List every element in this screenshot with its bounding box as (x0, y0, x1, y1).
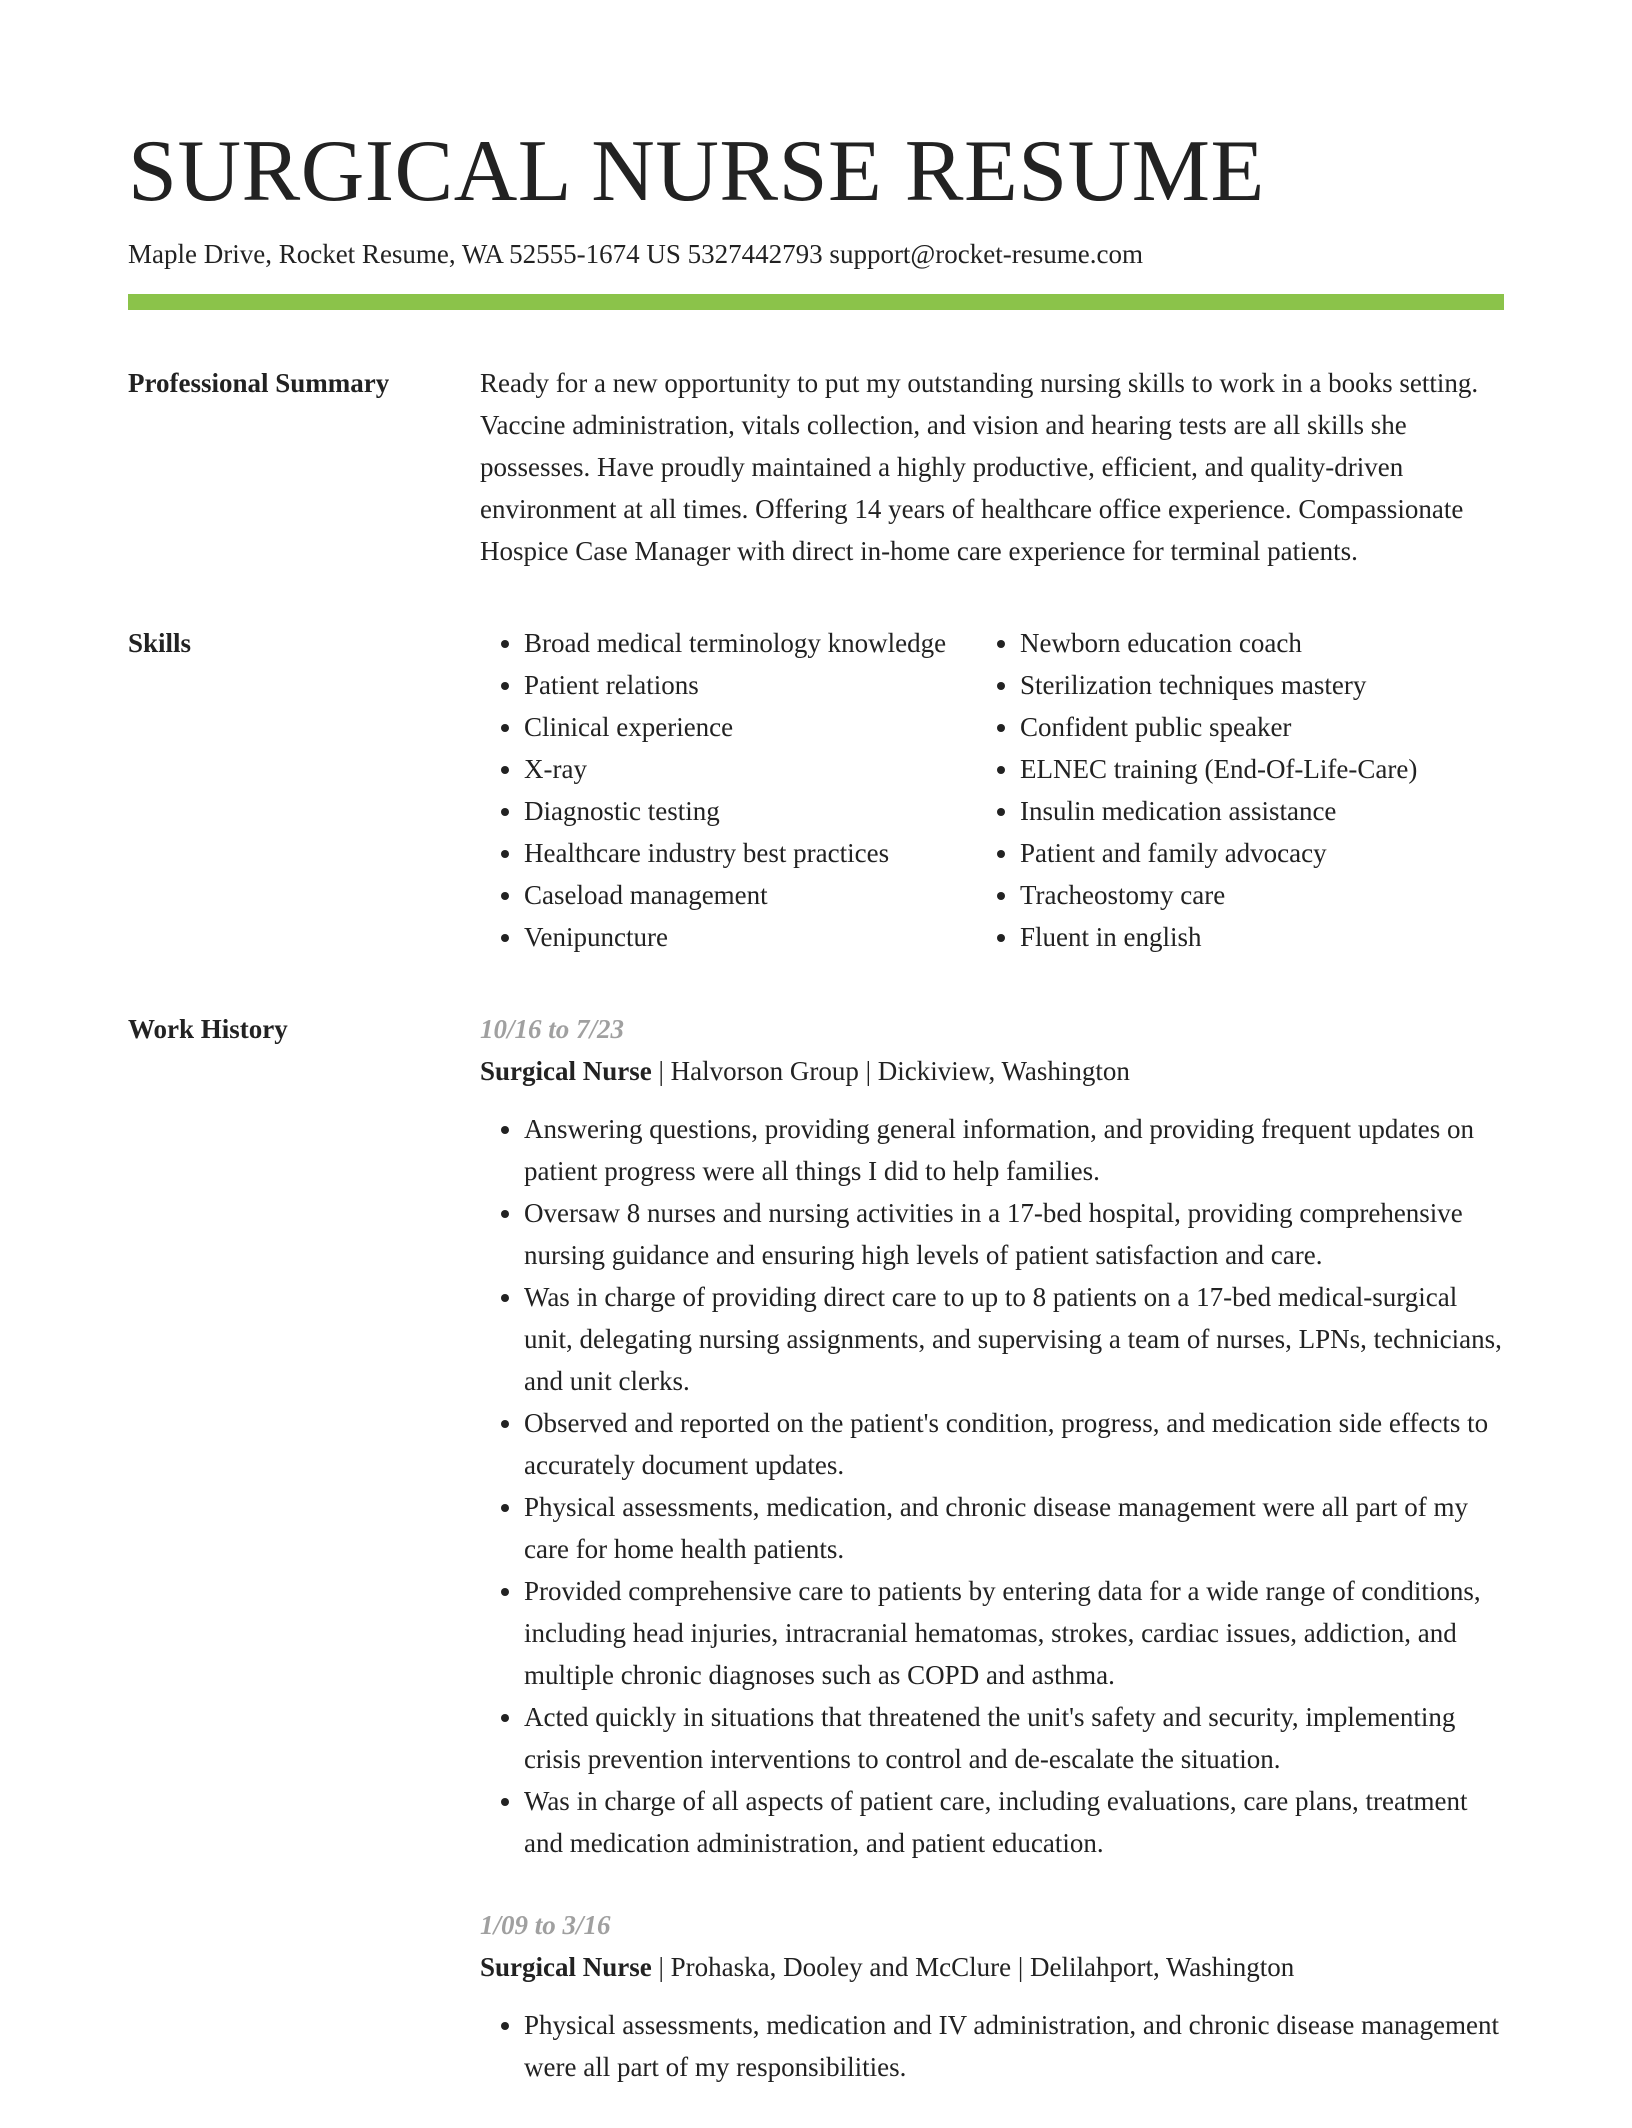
job-bullets (480, 1108, 1504, 1864)
section-body (480, 362, 1504, 572)
job-bullet: • Provided comprehensive care to patients by entering data for a wide range of conditions, including head injuries, intracranial hematomas, strokes, cardiac issues, addiction, and multiple chronic diagnoses such as COPD and asthma. (524, 1570, 1504, 1696)
skill-item: • Newborn education coach (1020, 622, 1417, 664)
skill-item: • Patient relations (524, 664, 984, 706)
skill-item: • Venipuncture (524, 916, 984, 958)
resume-title: SURGICAL NURSE RESUME (128, 123, 1265, 220)
skill-item: • Fluent in english (1020, 916, 1417, 958)
skill-item: • Clinical experience (524, 706, 984, 748)
job-bullet: • Observed and reported on the patient's condition, progress, and medication side effects to accurately document updates. (524, 1402, 1504, 1486)
section-label: Skills (128, 628, 192, 658)
resume-page (128, 0, 1504, 2128)
skill-item: • Insulin medication assistance (1020, 790, 1417, 832)
job-employer: | Halvorson Group | Dickiview, Washington (651, 1056, 1130, 1086)
job-bullet: • Physical assessments, medication, and chronic disease management were all part of my care for home health patients. (524, 1486, 1504, 1570)
summary-text: Ready for a new opportunity to put my outstanding nursing skills to work in a books setting. Vaccine administration, vitals collection, and vision and hearing tests are all skills she possesses. Have proudly maintained a highly productive, efficient, and quality-driven environment at all times. Offering 14 years of healthcare office experience. Compassionate Hospice Case Manager with direct in-home care experience for terminal patients. (480, 368, 1479, 566)
skill-item: • ELNEC training (End-Of-Life-Care) (1020, 748, 1417, 790)
job-bullet: • Physical assessments, medication and IV administration, and chronic disease management were all part of my responsibilities. (524, 2004, 1504, 2088)
job-bullet: • Oversaw 8 nurses and nursing activities in a 17-bed hospital, providing comprehensive nursing guidance and ensuring high levels of patient satisfaction and care. (524, 1192, 1504, 1276)
skills-columns (480, 622, 1504, 958)
job-bullet: • Was in charge of providing direct care to up to 8 patients on a 17-bed medical-surgical unit, delegating nursing assignments, and supervising a team of nurses, LPNs, technicians, and unit clerks. (524, 1276, 1504, 1402)
work-history-section (128, 1008, 1504, 2128)
section-body (480, 1008, 1504, 2128)
skill-item: • Diagnostic testing (524, 790, 984, 832)
skills-list-right (984, 622, 1417, 958)
skill-item: • Tracheostomy care (1020, 874, 1417, 916)
skill-item: • Healthcare industry best practices (524, 832, 984, 874)
skills-list-left (480, 622, 984, 958)
skill-item: • Patient and family advocacy (1020, 832, 1417, 874)
job-dates: 1/09 to 3/16 (480, 1910, 611, 1940)
job-bullet: • Acted quickly in situations that threatened the unit's safety and security, implementing crisis prevention interventions to control and de-escalate the situation. (524, 1696, 1504, 1780)
skill-item: • Broad medical terminology knowledge (524, 622, 984, 664)
skill-item: • Sterilization techniques mastery (1020, 664, 1417, 706)
job-heading (480, 1050, 1504, 1092)
section-label: Work History (128, 1014, 288, 1044)
contact-line: Maple Drive, Rocket Resume, WA 52555-1674 US 5327442793 support@rocket-resume.com (128, 239, 1143, 269)
job-bullet: • Was in charge of all aspects of patient care, including evaluations, care plans, treatment and medication administration, and patient education. (524, 1780, 1504, 1864)
skill-item: • Caseload management (524, 874, 984, 916)
header-divider (128, 294, 1504, 310)
section-label: Professional Summary (128, 368, 390, 398)
skill-item: • X-ray (524, 748, 984, 790)
job-entry (480, 1904, 1504, 2088)
job-bullets (480, 2004, 1504, 2088)
job-entry (480, 1008, 1504, 1864)
job-bullet: • Answering questions, providing general information, and providing frequent updates on patient progress were all things I did to help families. (524, 1108, 1504, 1192)
skills-section (128, 622, 1504, 958)
job-title: Surgical Nurse (480, 1056, 652, 1086)
job-employer: | Prohaska, Dooley and McClure | Delilahport, Washington (651, 1952, 1295, 1982)
skill-item: • Confident public speaker (1020, 706, 1417, 748)
job-title: Surgical Nurse (480, 1952, 652, 1982)
professional-summary-section (128, 362, 1504, 572)
job-heading (480, 1946, 1504, 1988)
job-dates: 10/16 to 7/23 (480, 1014, 625, 1044)
